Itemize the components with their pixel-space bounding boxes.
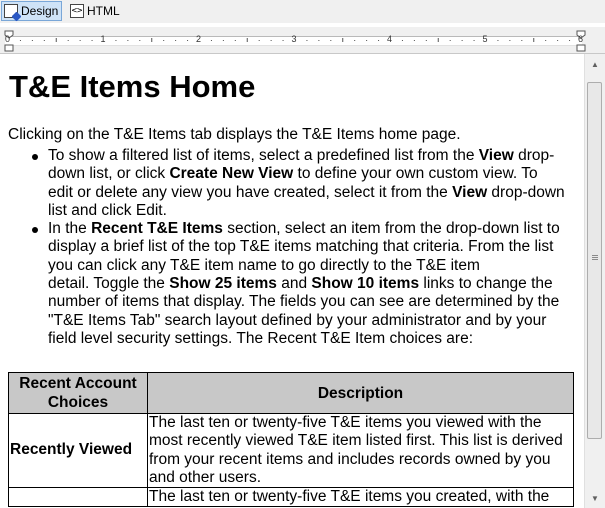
document-body[interactable] [0, 54, 584, 508]
design-tab[interactable] [1, 1, 62, 21]
ruler-tick [450, 40, 451, 41]
list-item-line [48, 147, 575, 165]
ruler-tick [426, 40, 427, 41]
ruler-tick [259, 40, 260, 41]
list-item-line [48, 184, 575, 202]
list-item-line [48, 330, 575, 348]
bold-term: Recent T&E Items [91, 220, 223, 238]
left-margin-marker-base[interactable] [5, 45, 13, 51]
ruler-tick [283, 40, 284, 41]
description-line: The last ten or twenty-five T&E items you created, with the [149, 488, 550, 506]
ruler-tick [533, 38, 534, 42]
ruler-ticks [0, 27, 605, 53]
bold-term: Show 25 items [169, 275, 277, 293]
ruler-tick [44, 40, 45, 41]
ruler-tick [175, 40, 176, 41]
table-header-choices: Recent Account Choices [9, 373, 148, 414]
ruler-tick [366, 40, 367, 41]
recent-choices-table [8, 372, 574, 507]
description-line: most recently viewed T&E item listed first. This list is derived [149, 432, 563, 450]
description-cell [148, 414, 574, 488]
html-tab[interactable] [68, 1, 123, 21]
text-run: "T&E Items Tab" search layout defined by your administrator and by your [48, 311, 547, 329]
ruler-label: 0 [5, 34, 11, 44]
ruler-tick [211, 40, 212, 41]
html-mode-icon: <> [71, 6, 83, 16]
ruler-tick [318, 40, 319, 41]
ruler-tick [521, 40, 522, 41]
bullet-icon [32, 227, 38, 233]
ruler-tick [474, 40, 475, 41]
ruler-tick [342, 38, 343, 42]
table-row [9, 414, 574, 488]
ruler-tick [438, 38, 439, 42]
list-item-line [48, 238, 575, 256]
description-line: and other users. [149, 468, 262, 486]
list-item [0, 147, 575, 220]
text-run: links to change the [419, 275, 553, 293]
ruler-tick [378, 40, 379, 41]
scroll-down-icon[interactable]: ▼ [591, 493, 599, 503]
text-run: down list, or click [48, 165, 170, 183]
ruler-label: 2 [196, 34, 202, 44]
description-cell [148, 488, 574, 507]
ruler-tick [56, 38, 57, 42]
ruler-tick [306, 40, 307, 41]
scroll-up-icon[interactable]: ▲ [591, 59, 599, 69]
bold-term: Show 10 items [311, 275, 420, 293]
description-line: The last ten or twenty-five T&E items you viewed with the [149, 414, 542, 431]
ruler-tick [223, 40, 224, 41]
ruler-tick [235, 40, 236, 41]
vertical-scrollbar[interactable] [584, 54, 605, 508]
text-run: edit or delete any view you have created, select it from the [48, 183, 453, 201]
ruler-tick [163, 40, 164, 41]
text-run: number of items that display. The fields you can see are determined by the [48, 293, 560, 311]
ruler-tick [20, 40, 21, 41]
ruler-tick [271, 40, 272, 41]
horizontal-ruler[interactable] [0, 27, 605, 54]
list-item-line [48, 202, 575, 220]
list-item-line [48, 293, 575, 311]
text-run: In the [48, 220, 92, 238]
bold-term: View [452, 183, 488, 201]
ruler-tick [545, 40, 546, 41]
instruction-list [0, 147, 575, 348]
list-item-line [48, 312, 575, 330]
ruler-tick [139, 40, 140, 41]
text-run: detail. Toggle the [48, 275, 170, 293]
text-run: to define your own custom view. To [293, 165, 538, 183]
ruler-tick [80, 40, 81, 41]
text-run: drop-down [487, 183, 565, 201]
editor-mode-bar [0, 0, 605, 23]
scrollbar-thumb[interactable] [587, 82, 602, 439]
description-line: from your recent items and includes records owned by you [149, 450, 551, 468]
intro-paragraph: Clicking on the T&E Items tab displays the T&E Items home page. [8, 126, 461, 143]
list-item [0, 220, 575, 348]
design-mode-icon [4, 4, 18, 18]
ruler-tick [115, 40, 116, 41]
ruler-tick [414, 40, 415, 41]
list-item-line [48, 165, 575, 183]
ruler-tick [354, 40, 355, 41]
right-margin-marker-base[interactable] [577, 45, 585, 51]
design-tab-label: Design [21, 4, 59, 18]
ruler-tick [151, 38, 152, 42]
choice-cell: Recently Viewed [9, 414, 148, 488]
text-run: list and click Edit. [48, 201, 167, 219]
ruler-tick [569, 40, 570, 41]
table-row [9, 488, 574, 507]
table-header-description: Description [148, 373, 574, 414]
ruler-label: 3 [291, 34, 297, 44]
ruler-tick [92, 40, 93, 41]
ruler-tick [497, 40, 498, 41]
ruler-tick [127, 40, 128, 41]
ruler-tick [32, 40, 33, 41]
ruler-tick [187, 40, 188, 41]
ruler-label: 5 [482, 34, 488, 44]
list-item-line [48, 257, 575, 275]
text-run: display a brief list of the top T&E items matching that criteria. From the list [48, 238, 554, 256]
ruler-tick [68, 40, 69, 41]
list-item-line [48, 275, 575, 293]
ruler-tick [247, 38, 248, 42]
bold-term: View [478, 147, 514, 164]
page-title: T&E Items Home [9, 69, 256, 104]
text-run: section, select an item from the drop-down list to [222, 220, 560, 238]
ruler-tick [402, 40, 403, 41]
ruler-tick [557, 40, 558, 41]
text-run: you can click any T&E item name to go directly to the T&E item [48, 256, 480, 274]
ruler-label: 1 [100, 34, 106, 44]
html-tab-label: HTML [87, 4, 120, 18]
ruler-label: 4 [387, 34, 393, 44]
text-run: and [276, 275, 312, 293]
ruler-tick [330, 40, 331, 41]
ruler-tick [462, 40, 463, 41]
bold-term: Create New View [169, 165, 294, 183]
text-run: drop- [513, 147, 555, 164]
ruler-tick [509, 40, 510, 41]
text-run: To show a filtered list of items, select a predefined list from the [48, 147, 479, 164]
list-item-line [48, 220, 575, 238]
ruler-label: 6 [578, 34, 584, 44]
bullet-icon [32, 154, 38, 160]
choice-cell [9, 488, 148, 507]
text-run: field level security settings. The Recent T&E Item choices are: [48, 329, 474, 347]
